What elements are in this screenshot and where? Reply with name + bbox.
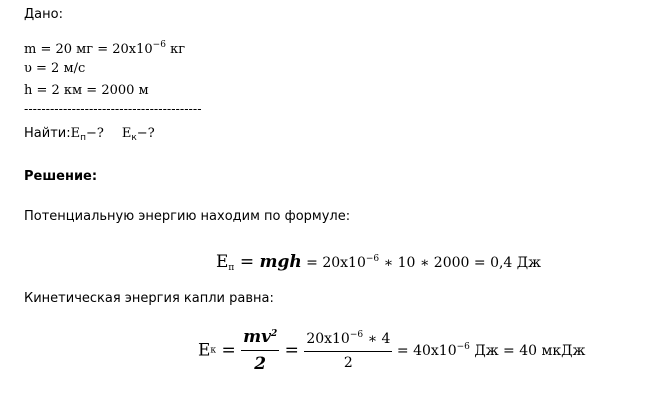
find-ek-sym: E: [121, 126, 132, 141]
given-height: h = 2 км = 2000 м: [24, 83, 149, 98]
mass-lhs: m = 20 мг = 20x10: [24, 42, 153, 57]
kf-num2: 20x10: [306, 331, 350, 348]
kf-exp3: −6: [456, 341, 470, 352]
pf-tail: ∗ 10 ∗ 2000 = 0,4 Дж: [379, 255, 542, 271]
kf-frac1: [241, 327, 279, 375]
given-mass: [24, 41, 185, 56]
kf-frac2: [304, 330, 392, 372]
kf-eq1: =: [216, 340, 242, 361]
mass-rhs: кг: [165, 42, 186, 57]
pf-sub: п: [228, 263, 235, 273]
pf-eq1: =: [234, 252, 260, 272]
find-line: [24, 127, 155, 143]
given-title: Дано:: [24, 7, 63, 22]
kf-num1-exp: 2: [270, 329, 278, 339]
kf-num2-exp: −6: [349, 330, 364, 341]
kf-num1: mv: [243, 327, 271, 347]
find-ek-q: −?: [136, 126, 155, 141]
find-ep-sym: E: [70, 126, 81, 141]
kf-den2: 2: [343, 354, 353, 371]
kf-sym: E: [198, 340, 211, 361]
kf-eq2: =: [279, 340, 305, 361]
potential-text: Потенциальную энергию находим по формуле:: [24, 209, 351, 224]
find-ek-sub: к: [131, 133, 137, 143]
find-label: Найти:: [24, 126, 71, 141]
kinetic-formula: [198, 327, 585, 375]
find-ep-sub: п: [80, 133, 86, 143]
pf-expr: mgh: [259, 252, 302, 272]
kf-den1: 2: [254, 354, 267, 375]
kf-tail: Дж = 40 мкДж: [469, 342, 586, 359]
pf-exp: −6: [365, 254, 380, 264]
pf-sym: E: [216, 252, 229, 272]
mass-exp: −6: [152, 40, 166, 50]
kf-num2-tail: ∗ 4: [363, 331, 391, 348]
kf-sub: к: [210, 345, 217, 356]
given-velocity: υ = 2 м/с: [24, 61, 86, 76]
kf-eq3: = 40x10: [392, 342, 457, 359]
pf-eq2: = 20x10: [301, 255, 366, 271]
solution-title: Решение:: [24, 169, 98, 184]
potential-formula: [216, 254, 541, 273]
given-divider: -----------------------------------------: [24, 102, 202, 116]
kinetic-text: Кинетическая энергия капли равна:: [24, 291, 274, 306]
find-ep-q: −?: [85, 126, 104, 141]
